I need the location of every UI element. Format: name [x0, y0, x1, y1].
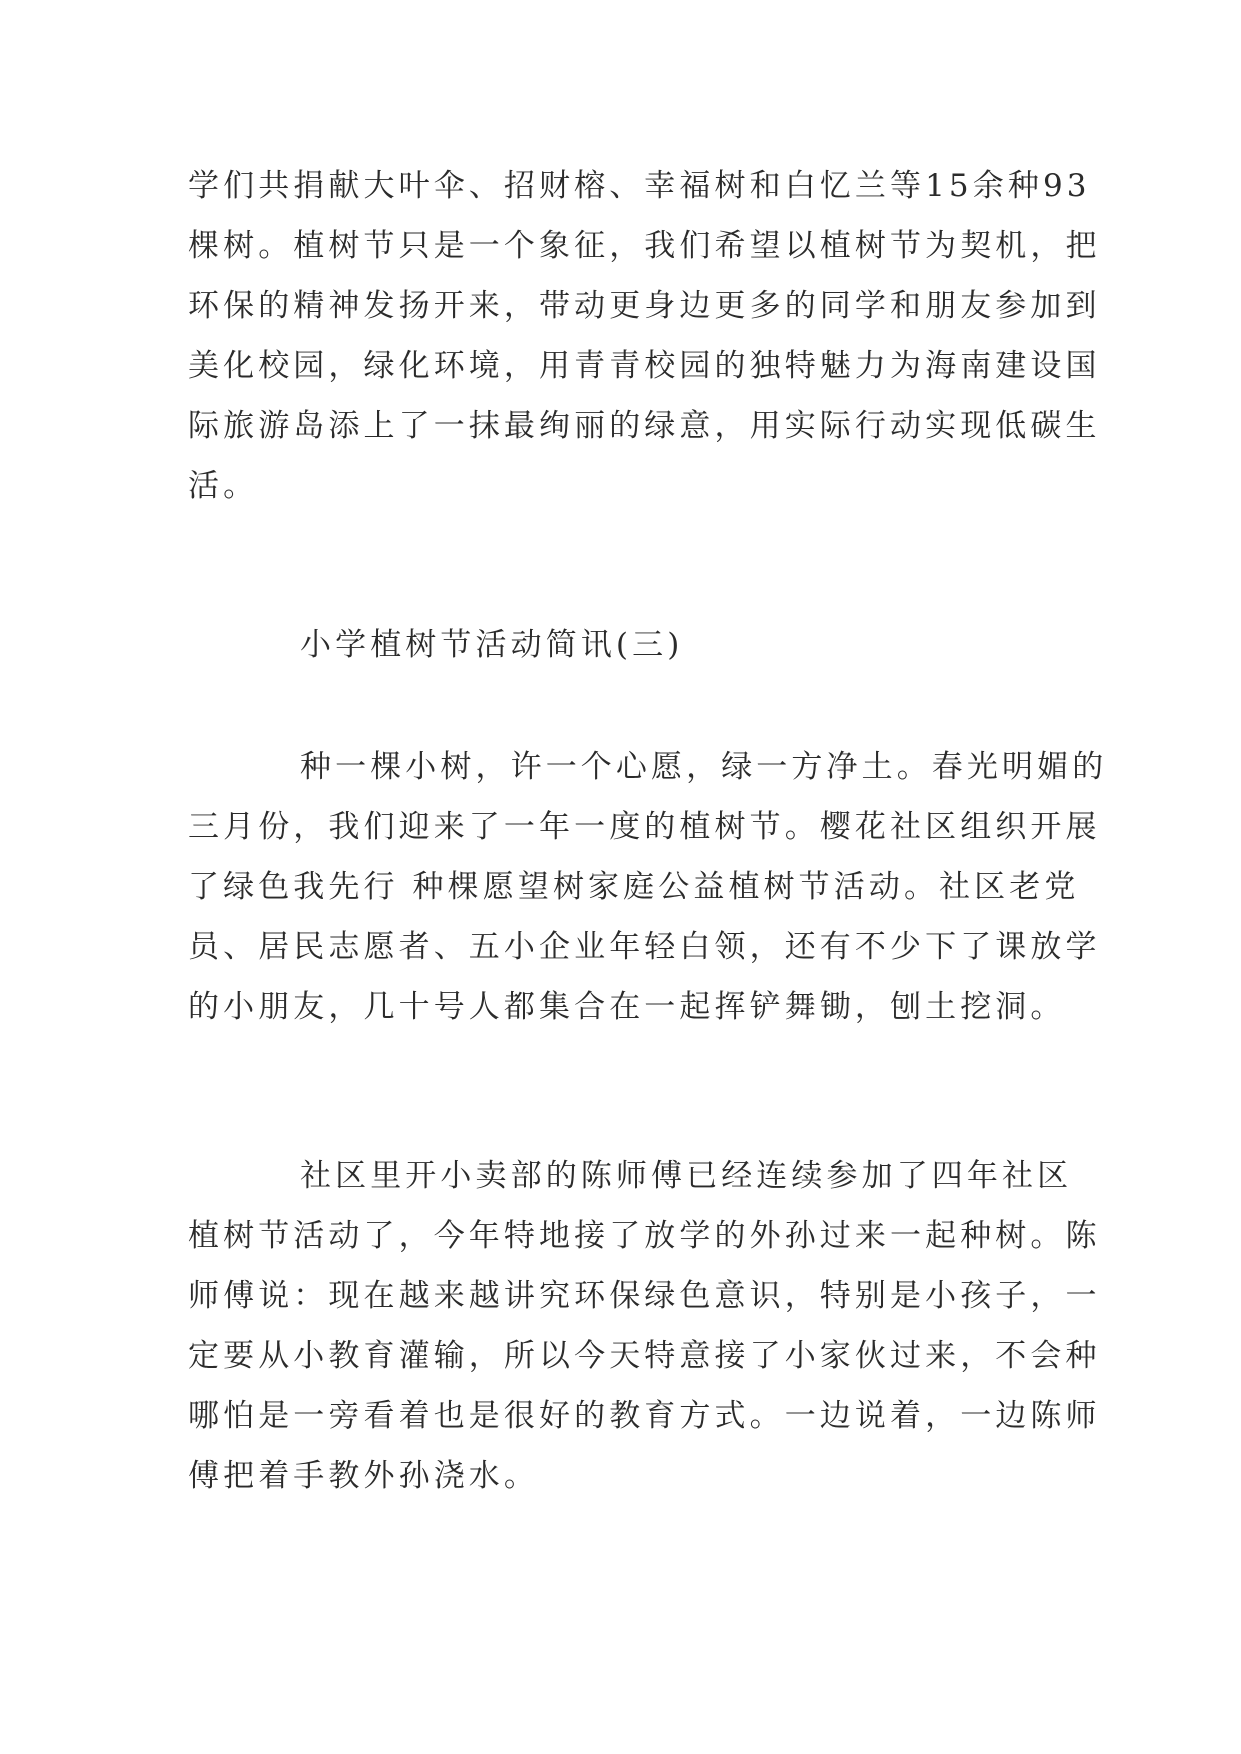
paragraph-line: 种一棵小树，许一个心愿，绿一方净土。春光明媚的 — [300, 749, 1108, 785]
section-title-block — [188, 615, 1058, 675]
paragraph-line: 定要从小教育灌输，所以今天特意接了小家伙过来，不会种 — [188, 1338, 1101, 1374]
paragraph-line: 活。 — [188, 468, 259, 504]
paragraph-line: 植树节活动了，今年特地接了放学的外孙过来一起种树。陈 — [188, 1218, 1101, 1254]
paragraph-3 — [188, 1146, 1101, 1506]
paragraph-line: 美化校园，绿化环境，用青青校园的独特魅力为海南建设国 — [188, 348, 1101, 384]
paragraph-line: 哪怕是一旁看着也是很好的教育方式。一边说着，一边陈师 — [188, 1398, 1101, 1434]
paragraph-line: 了绿色我先行 种棵愿望树家庭公益植树节活动。社区老党 — [188, 869, 1080, 905]
section-title: 小学植树节活动简讯(三) — [300, 627, 684, 663]
paragraph-line: 员、居民志愿者、五小企业年轻白领，还有不少下了课放学 — [188, 929, 1101, 965]
paragraph-line: 际旅游岛添上了一抹最绚丽的绿意，用实际行动实现低碳生 — [188, 408, 1101, 444]
paragraph-line: 师傅说：现在越来越讲究环保绿色意识，特别是小孩子，一 — [188, 1278, 1101, 1314]
paragraph-line: 的小朋友，几十号人都集合在一起挥铲舞锄，刨土挖洞。 — [188, 989, 1066, 1025]
paragraph-1 — [188, 156, 1101, 516]
paragraph-line: 傅把着手教外孙浇水。 — [188, 1458, 539, 1494]
paragraph-line: 环保的精神发扬开来，带动更身边更多的同学和朋友参加到 — [188, 288, 1101, 324]
paragraph-line: 学们共捐献大叶伞、招财榕、幸福树和白忆兰等15余种93 — [188, 168, 1091, 204]
paragraph-2 — [188, 737, 1108, 1037]
paragraph-line: 社区里开小卖部的陈师傅已经连续参加了四年社区 — [300, 1158, 1073, 1194]
paragraph-line: 三月份，我们迎来了一年一度的植树节。樱花社区组织开展 — [188, 809, 1101, 845]
paragraph-line: 棵树。植树节只是一个象征，我们希望以植树节为契机，把 — [188, 228, 1101, 264]
